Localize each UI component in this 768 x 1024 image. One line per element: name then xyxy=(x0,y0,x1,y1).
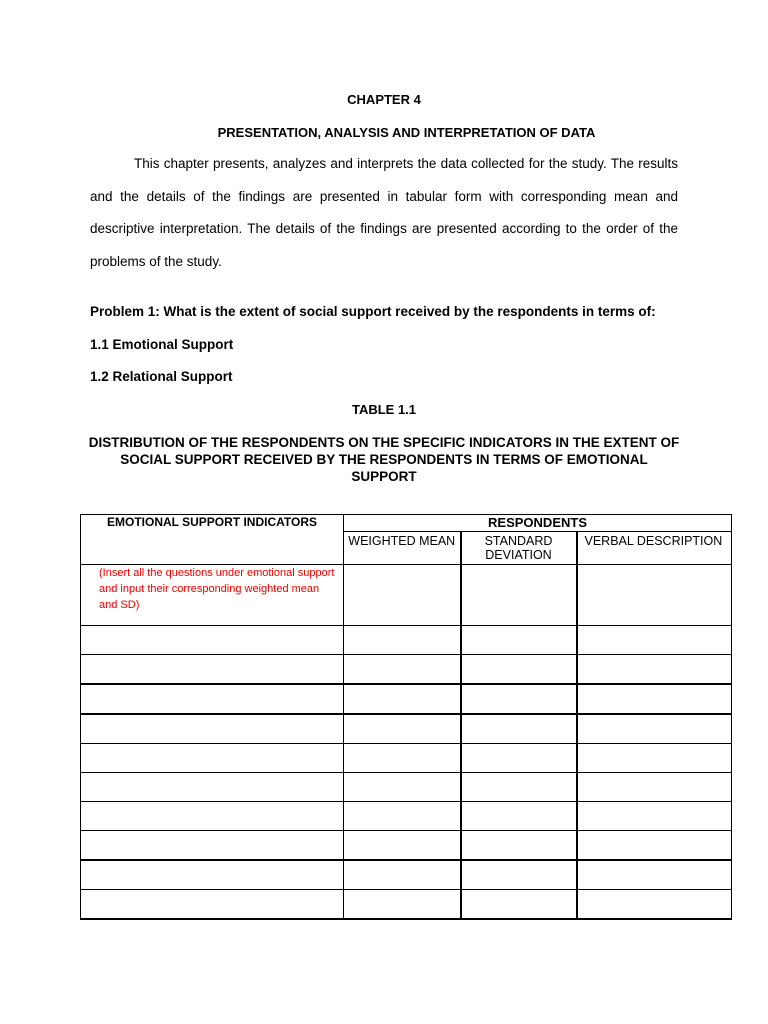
table-cell xyxy=(577,802,732,831)
chapter-number: CHAPTER 4 xyxy=(347,92,421,107)
table-cell xyxy=(344,655,461,685)
table-cell xyxy=(81,684,344,714)
table-cell xyxy=(461,860,577,890)
sub-item-emotional-support: 1.1 Emotional Support xyxy=(90,337,234,352)
table-cell xyxy=(577,655,732,685)
chapter-title: PRESENTATION, ANALYSIS AND INTERPRETATION OF DATA xyxy=(217,125,596,140)
table-cell xyxy=(461,565,577,626)
emotional-support-table xyxy=(80,514,732,920)
table-cell xyxy=(461,773,577,802)
table-cell xyxy=(344,684,461,714)
table-row xyxy=(81,890,732,920)
table-cell xyxy=(81,831,344,861)
table-cell xyxy=(81,744,344,773)
table-cell xyxy=(344,626,461,655)
table-cell xyxy=(81,626,344,655)
table-cell xyxy=(577,860,732,890)
table-cell xyxy=(344,860,461,890)
table-cell xyxy=(577,714,732,744)
header-weighted-mean: WEIGHTED MEAN xyxy=(344,532,461,565)
header-indicators: EMOTIONAL SUPPORT INDICATORS xyxy=(81,515,344,565)
table-cell xyxy=(461,831,577,861)
table-cell xyxy=(461,626,577,655)
header-standard-deviation: STANDARD DEVIATION xyxy=(461,532,577,565)
table-cell xyxy=(81,714,344,744)
table-row xyxy=(81,860,732,890)
instruction-note-cell xyxy=(81,565,344,626)
table-cell xyxy=(577,773,732,802)
table-cell xyxy=(461,744,577,773)
table-cell xyxy=(461,714,577,744)
table-row xyxy=(81,802,732,831)
table-cell xyxy=(344,744,461,773)
table-row xyxy=(81,684,732,714)
table-row xyxy=(81,744,732,773)
table-cell xyxy=(461,890,577,920)
header-respondents: RESPONDENTS xyxy=(344,515,732,532)
table-cell xyxy=(81,802,344,831)
table-cell xyxy=(81,860,344,890)
table-cell xyxy=(577,565,732,626)
table-cell xyxy=(577,890,732,920)
table-cell xyxy=(344,773,461,802)
header-verbal-description: VERBAL DESCRIPTION xyxy=(577,532,732,565)
table-cell xyxy=(344,714,461,744)
table-label: TABLE 1.1 xyxy=(351,402,417,417)
table-cell xyxy=(344,802,461,831)
table-caption: DISTRIBUTION OF THE RESPONDENTS ON THE SPECIFIC INDICATORS IN THE EXTENT OF SOCIAL SUPPORT RECEIVED BY THE RESPONDENTS IN TERMS OF EMOTIONAL SUPPORT xyxy=(88,435,680,484)
table-cell xyxy=(577,684,732,714)
table-cell xyxy=(461,684,577,714)
table-cell xyxy=(81,890,344,920)
table-cell xyxy=(577,626,732,655)
table-cell xyxy=(344,890,461,920)
table-row xyxy=(81,714,732,744)
sub-item-relational-support: 1.2 Relational Support xyxy=(90,369,233,384)
table-row xyxy=(81,626,732,655)
table-row xyxy=(81,655,732,685)
problem-heading: Problem 1: What is the extent of social support received by the respondents in terms of: xyxy=(90,304,656,319)
intro-paragraph: This chapter presents, analyzes and interprets the data collected for the study. The results and the details of the findings are presented in tabular form with corresponding mean and descriptive interpretation. The details of the findings are presented according to the order of the problems of the study. xyxy=(90,156,678,269)
table-row xyxy=(81,831,732,861)
table-cell xyxy=(81,773,344,802)
table-cell xyxy=(344,565,461,626)
table-cell xyxy=(577,744,732,773)
table-cell xyxy=(461,655,577,685)
table-cell xyxy=(81,655,344,685)
table-cell xyxy=(577,831,732,861)
table-cell xyxy=(461,802,577,831)
instruction-note: (Insert all the questions under emotional support and input their corresponding weighted mean and SD) xyxy=(99,567,335,611)
table-cell xyxy=(344,831,461,861)
table-row xyxy=(81,773,732,802)
